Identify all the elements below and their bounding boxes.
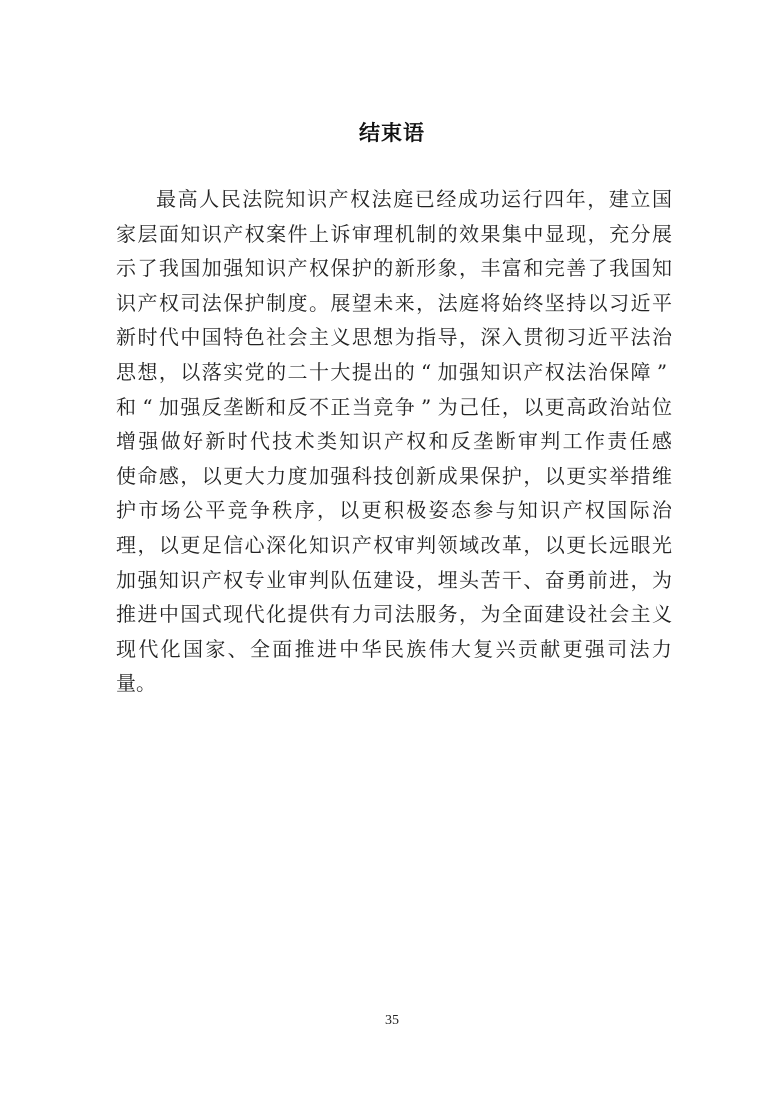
section-title: 结束语 (359, 121, 425, 145)
paragraph-line: 家 层 面 知 识 产 权 案 件 上 诉 审 理 机 制 的 效 果 集 中 显 现 ， 充 分 展 (116, 221, 672, 246)
paragraph-line: 和 “ 加 强 反 垄 断 和 反 不 正 当 竞 争 ” 为 己 任 ， 以 更 高 政 治 站 位 (116, 394, 672, 419)
paragraph-line: 增 强 做 好 新 时 代 技 术 类 知 识 产 权 和 反 垄 断 审 判 工 作 责 任 感 (116, 429, 672, 454)
paragraph-line: 理 ， 以 更 足 信 心 深 化 知 识 产 权 审 判 领 域 改 革 ， 以 更 长 远 眼 光 (116, 532, 672, 557)
paragraph-line: 量 。 (116, 671, 156, 696)
paragraph-line: 加 强 知 识 产 权 专 业 审 判 队 伍 建 设 ， 埋 头 苦 干 、 奋 勇 前 进 ， 为 (116, 567, 672, 592)
paragraph-line: 最 高 人 民 法 院 知 识 产 权 法 庭 已 经 成 功 运 行 四 年 ， 建 立 国 (156, 187, 672, 211)
paragraph-line: 思 想 ， 以 落 实 党 的 二 十 大 提 出 的 “ 加 强 知 识 产 权 法 治 保 障 ” (116, 359, 668, 384)
paragraph-line: 新 时 代 中 国 特 色 社 会 主 义 思 想 为 指 导 ， 深 入 贯 彻 习 近 平 法 治 (116, 325, 672, 350)
paragraph-line: 推 进 中 国 式 现 代 化 提 供 有 力 司 法 服 务 ， 为 全 面 建 设 社 会 主 义 (116, 602, 672, 627)
paragraph-line: 示 了 我 国 加 强 知 识 产 权 保 护 的 新 形 象 ， 丰 富 和 完 善 了 我 国 知 (116, 256, 672, 281)
paragraph-line: 护 市 场 公 平 竞 争 秩 序 ， 以 更 积 极 姿 态 参 与 知 识 产 权 国 际 治 (116, 498, 672, 523)
conclusion-paragraph (116, 182, 672, 701)
paragraph-line: 现 代 化 国 家 、 全 面 推 进 中 华 民 族 伟 大 复 兴 贡 献 更 强 司 法 力 (116, 636, 672, 661)
page-number: 35 (385, 1013, 399, 1028)
paragraph-line: 识 产 权 司 法 保 护 制 度 。 展 望 未 来 ， 法 庭 将 始 终 坚 持 以 习 近 平 (116, 290, 672, 315)
paragraph-line: 使 命 感 ， 以 更 大 力 度 加 强 科 技 创 新 成 果 保 护 ， 以 更 实 举 措 维 (116, 463, 672, 488)
